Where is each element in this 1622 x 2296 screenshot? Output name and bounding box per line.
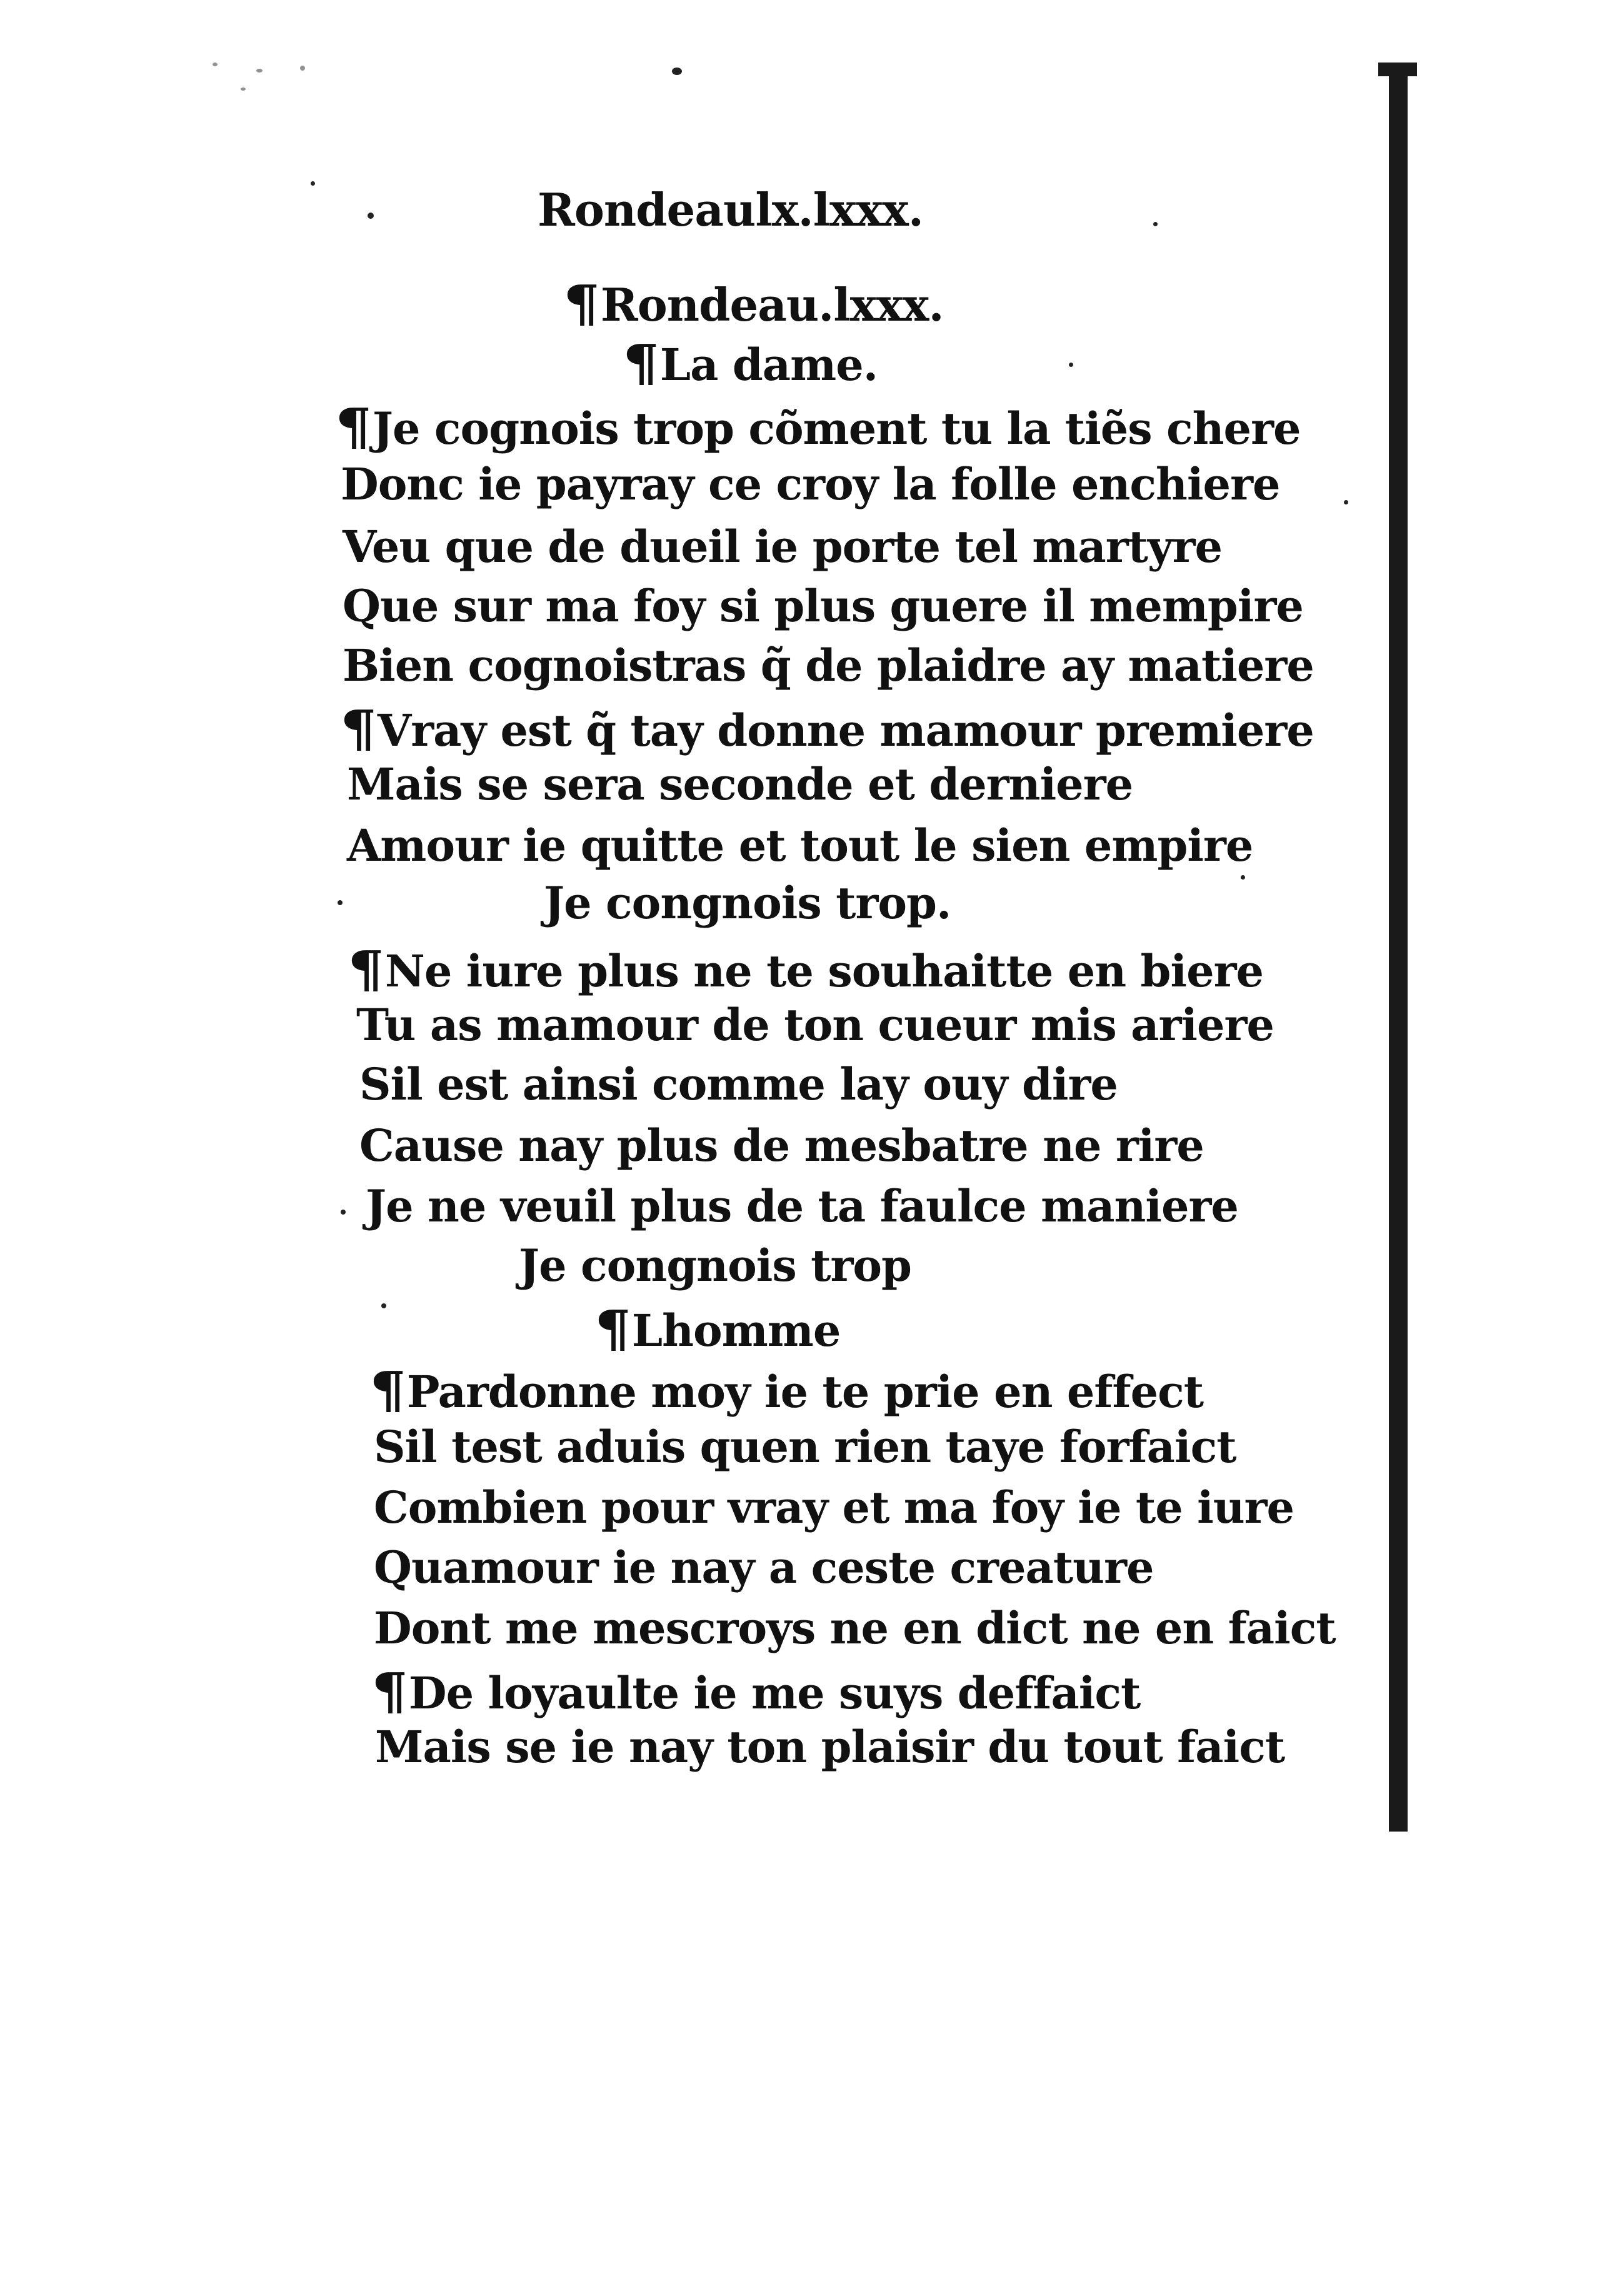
pilcrow-mark: ¶ bbox=[369, 1360, 406, 1419]
verse-line: Amour ie quitte et tout le sien empire bbox=[347, 820, 1253, 871]
verse-line bbox=[348, 940, 1264, 998]
scan-speck bbox=[368, 213, 374, 219]
verse-line: Je ne veuil plus de ta faulce maniere bbox=[366, 1180, 1238, 1232]
verse-line: Mais se ie nay ton plaisir du tout faict bbox=[375, 1721, 1285, 1773]
scan-speck bbox=[672, 68, 682, 75]
verse-line bbox=[340, 699, 1314, 758]
pilcrow-mark: ¶ bbox=[348, 940, 384, 998]
verse-line bbox=[369, 1360, 1204, 1419]
verse-line: Cause nay plus de mesbatre ne rire bbox=[359, 1120, 1204, 1171]
verse-line: Mais se sera seconde et derniere bbox=[347, 758, 1133, 810]
verse-line-text: Ne iure plus ne te souhaitte en biere bbox=[384, 945, 1264, 997]
scan-speck bbox=[213, 63, 218, 66]
scan-speck bbox=[300, 66, 305, 71]
pilcrow-mark: ¶ bbox=[594, 1299, 631, 1358]
verse-line: Tu as mamour de ton cueur mis ariere bbox=[356, 999, 1274, 1051]
verse-line: Quamour ie nay a ceste creature bbox=[374, 1542, 1154, 1593]
rondeau-title bbox=[563, 274, 944, 333]
scan-speck bbox=[1344, 500, 1348, 504]
scan-speck bbox=[341, 1210, 346, 1215]
rondeau-title-text: Rondeau.lxxx. bbox=[600, 278, 944, 331]
scan-speck bbox=[1241, 875, 1245, 880]
scan-speck bbox=[311, 181, 315, 186]
verse-line: Que sur ma foy si plus guere il mempire bbox=[343, 580, 1303, 632]
verse-line bbox=[335, 397, 1301, 456]
binding-rule bbox=[1389, 63, 1408, 1832]
verse-line: Combien pour vray et ma foy ie te iure bbox=[374, 1481, 1294, 1533]
pilcrow-mark: ¶ bbox=[563, 274, 599, 333]
scan-speck bbox=[381, 1303, 386, 1308]
verse-line: Donc ie payray ce croy la folle enchiere bbox=[341, 458, 1280, 510]
verse-line: Sil test aduis quen rien taye forfaict bbox=[374, 1421, 1236, 1473]
running-head: Rondeaulx.lxxx. bbox=[538, 183, 923, 236]
pilcrow-mark: ¶ bbox=[623, 333, 659, 392]
pilcrow-mark: ¶ bbox=[371, 1662, 408, 1720]
verse-line-text: Pardonne moy ie te prie en effect bbox=[406, 1366, 1204, 1418]
refrain-line: Je congnois trop. bbox=[544, 877, 951, 929]
pilcrow-mark: ¶ bbox=[335, 397, 371, 456]
speaker-homme-text: Lhomme bbox=[631, 1305, 841, 1356]
pilcrow-mark: ¶ bbox=[340, 699, 376, 758]
scan-speck bbox=[1069, 363, 1073, 367]
speaker-heading-homme bbox=[594, 1299, 841, 1358]
verse-line: Sil est ainsi comme lay ouy dire bbox=[359, 1058, 1118, 1110]
scan-speck bbox=[338, 900, 343, 905]
verse-line-text: Vray est q̃ tay donne mamour premiere bbox=[377, 704, 1314, 756]
scan-speck bbox=[241, 88, 246, 91]
verse-line: Veu que de dueil ie porte tel martyre bbox=[343, 521, 1223, 573]
speaker-dame-text: La dame. bbox=[659, 339, 878, 391]
scan-speck bbox=[1153, 222, 1158, 226]
speaker-heading-dame bbox=[623, 333, 878, 392]
refrain-line: Je congnois trop bbox=[519, 1240, 911, 1291]
verse-line bbox=[371, 1662, 1141, 1720]
verse-line-text: De loyaulte ie me suys deffaict bbox=[408, 1667, 1141, 1719]
verse-line-text: Je cognois trop cõment tu la tiẽs chere bbox=[372, 403, 1301, 454]
scan-speck bbox=[256, 69, 263, 73]
verse-line: Dont me mescroys ne en dict ne en faict bbox=[374, 1602, 1336, 1654]
verse-line: Bien cognoistras q̃ de plaidre ay matiere bbox=[343, 639, 1314, 691]
